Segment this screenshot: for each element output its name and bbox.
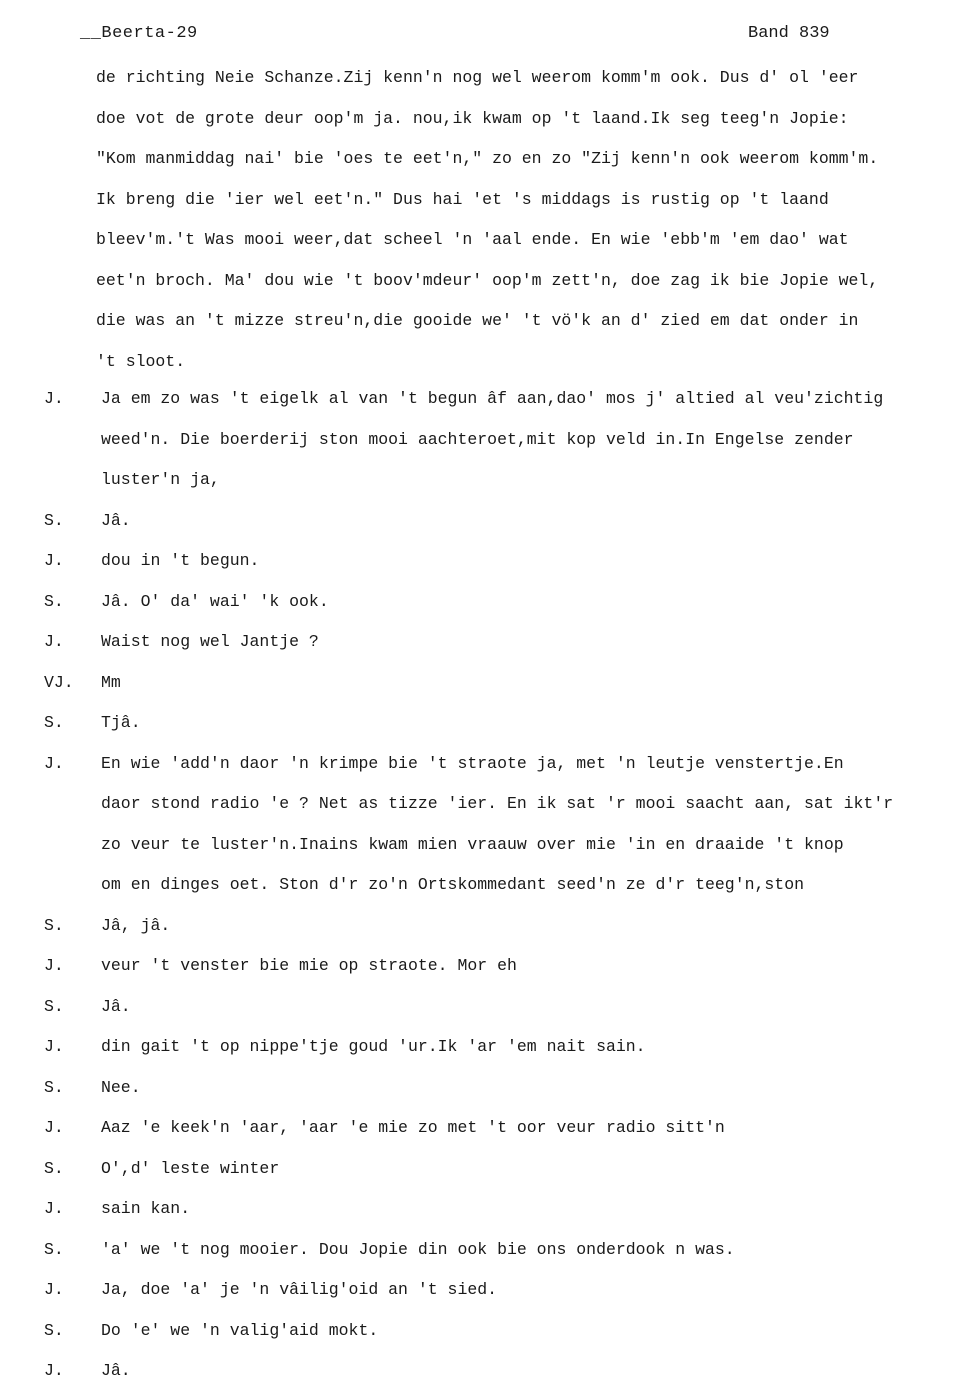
utterance-line: Jâ. O' da' wai' 'k ook.	[101, 591, 329, 611]
utterance-line: Do 'e' we 'n valig'aid mokt.	[101, 1320, 379, 1340]
utterance	[101, 1236, 969, 1277]
dialogue-turn	[44, 1276, 969, 1317]
utterance-line: Jâ, jâ.	[101, 915, 171, 935]
speaker-label: S.	[44, 510, 64, 530]
utterance	[101, 385, 969, 507]
speaker-label: S.	[44, 713, 64, 732]
utterance-line: sain kan.	[101, 1199, 191, 1218]
transcript-line: die was an 't mizze streu'n,die gooide we' 't vö'k an d' zied em dat onder in	[96, 311, 859, 330]
speaker-label: S.	[44, 591, 64, 611]
transcript-line: doe vot de grote deur oop'm ja. nou,ik kwam op 't laand.Ik seg teeg'n Jopie:	[96, 108, 849, 128]
dialogue-turn	[44, 1033, 969, 1074]
utterance	[101, 1357, 969, 1398]
utterance-line: weed'n. Die boerderij ston mooi aachteroet,mit kop veld in.In Engelse zender	[101, 429, 854, 449]
dialogue-turn	[44, 1195, 969, 1236]
speaker-label: VJ.	[44, 672, 74, 692]
utterance-line: Jâ.	[101, 510, 131, 530]
speaker-label: S.	[44, 1077, 64, 1097]
speaker-label: J.	[44, 389, 64, 408]
utterance	[101, 1155, 969, 1196]
dialogue-turn	[44, 1236, 969, 1277]
utterance	[101, 912, 969, 953]
transcript-line: 't sloot.	[96, 351, 186, 371]
continued-paragraph	[96, 64, 956, 388]
dialogue-turn	[44, 912, 969, 953]
utterance-line: Nee.	[101, 1077, 141, 1097]
speaker-label: S.	[44, 915, 64, 935]
speaker-label: J.	[44, 1118, 64, 1137]
utterance-line: Ja, doe 'a' je 'n vâilig'oid an 't sied.	[101, 1280, 498, 1299]
dialogue-turn	[44, 547, 969, 588]
utterance-line: En wie 'add'n daor 'n krimpe bie 't straote ja, met 'n leutje venstertje.En	[101, 753, 844, 773]
speaker-label: J.	[44, 956, 64, 975]
speaker-label: J.	[44, 632, 64, 651]
dialogue-turn	[44, 1155, 969, 1196]
dialogue-turn	[44, 952, 969, 993]
utterance-line: din gait 't op nippe'tje goud 'ur.Ik 'ar 'em nait sain.	[101, 1037, 646, 1056]
utterance	[101, 1276, 969, 1317]
utterance	[101, 952, 969, 993]
speaker-label: J.	[44, 551, 64, 570]
transcript-line: "Kom manmiddag nai' bie 'oes te eet'n," zo en zo "Zij kenn'n ook weerom komm'm.	[96, 149, 879, 168]
dialogue-turn	[44, 628, 969, 669]
transcript-line: eet'n broch. Ma' dou wie 't boov'mdeur' oop'm zett'n, doe zag ik bie Jopie wel,	[96, 270, 879, 290]
utterance-line: zo veur te luster'n.Inains kwam mien vraauw over mie 'in en draaide 't knop	[101, 834, 844, 854]
utterance	[101, 709, 969, 750]
utterance	[101, 750, 969, 912]
utterance-line: dou in 't begun.	[101, 551, 260, 570]
utterance	[101, 1033, 969, 1074]
utterance	[101, 628, 969, 669]
utterance-line: Jâ.	[101, 1361, 131, 1380]
utterance-line: Jâ.	[101, 996, 131, 1016]
utterance-line: Waist nog wel Jantje ?	[101, 632, 319, 651]
dialogue-turn	[44, 669, 969, 710]
utterance-line: Tjâ.	[101, 713, 141, 732]
dialogue-turn	[44, 1357, 969, 1398]
dialogue-turn	[44, 507, 969, 548]
dialogue-turn	[44, 1074, 969, 1115]
speaker-label: J.	[44, 1199, 64, 1218]
utterance-line: Mm	[101, 672, 121, 692]
speaker-label: S.	[44, 1239, 64, 1259]
tape-number: Band 839	[748, 24, 830, 43]
speaker-label: S.	[44, 1320, 64, 1340]
transcript-line: de richting Neie Schanze.Zij kenn'n nog wel weerom komm'm ook. Dus d' ol 'eer	[96, 68, 859, 87]
dialogue-turn	[44, 1317, 969, 1358]
document-id: __Beerta-29	[80, 24, 198, 43]
utterance-line: Ja em zo was 't eigelk al van 't begun âf aan,dao' mos j' altied al veu'zichtig	[101, 389, 884, 408]
utterance-line: veur 't venster bie mie op straote. Mor eh	[101, 956, 517, 975]
utterance	[101, 588, 969, 629]
utterance-line: om en dinges oet. Ston d'r zo'n Ortskommedant seed'n ze d'r teeg'n,ston	[101, 875, 805, 894]
utterance	[101, 1114, 969, 1155]
dialogue	[44, 385, 969, 1398]
utterance	[101, 993, 969, 1034]
utterance-line: O',d' leste winter	[101, 1158, 280, 1178]
utterance	[101, 1195, 969, 1236]
speaker-label: S.	[44, 1158, 64, 1178]
utterance	[101, 547, 969, 588]
utterance-line: daor stond radio 'e ? Net as tizze 'ier. En ik sat 'r mooi saacht aan, sat ikt'r	[101, 794, 894, 813]
dialogue-turn	[44, 1114, 969, 1155]
utterance-line: luster'n ja,	[101, 470, 220, 489]
dialogue-turn	[44, 709, 969, 750]
dialogue-turn	[44, 750, 969, 912]
speaker-label: S.	[44, 996, 64, 1016]
utterance-line: Aaz 'e keek'n 'aar, 'aar 'e mie zo met 't oor veur radio sitt'n	[101, 1118, 725, 1137]
speaker-label: J.	[44, 1361, 64, 1380]
speaker-label: J.	[44, 1037, 64, 1056]
transcript-line: bleev'm.'t Was mooi weer,dat scheel 'n 'aal ende. En wie 'ebb'm 'em dao' wat	[96, 230, 849, 249]
utterance	[101, 1074, 969, 1115]
dialogue-turn	[44, 993, 969, 1034]
utterance	[101, 507, 969, 548]
transcript-line: Ik breng die 'ier wel eet'n." Dus hai 'et 's middags is rustig op 't laand	[96, 189, 829, 209]
dialogue-turn	[44, 588, 969, 629]
speaker-label: J.	[44, 753, 64, 773]
speaker-label: J.	[44, 1280, 64, 1299]
utterance-line: 'a' we 't nog mooier. Dou Jopie din ook bie ons onderdook n was.	[101, 1239, 735, 1259]
utterance	[101, 1317, 969, 1358]
dialogue-turn	[44, 385, 969, 507]
utterance	[101, 669, 969, 710]
